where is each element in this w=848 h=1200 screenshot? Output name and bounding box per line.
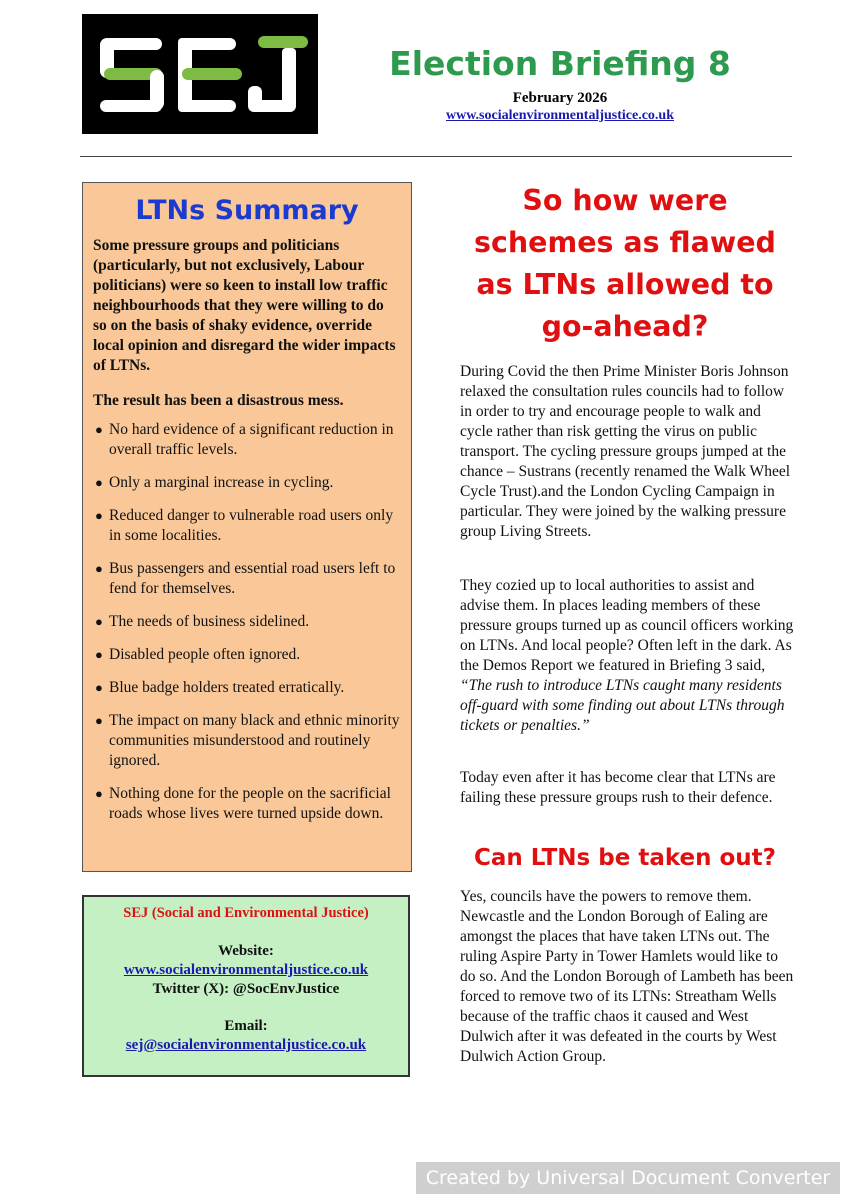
list-item: ● Blue badge holders treated erratically. <box>95 679 345 696</box>
bullet-icon: ● <box>95 561 103 576</box>
article-paragraph-1: During Covid the then Prime Minister Boris Johnson relaxed the consultation rules councils had to follow in order to try and encourage people to walk and cycle rather than risk getting the virus on public transport. The cycling pressure groups jumped at the chance – Sustrans (recently renamed the Walk Wheel Cycle Trust).and the London Cycling Campaign in particular. They were joined by the walking pressure group Living Streets. <box>460 363 791 540</box>
contact-org: SEJ (Social and Environmental Justice) <box>123 905 369 921</box>
header-divider <box>80 156 792 157</box>
summary-intro: Some pressure groups and politicians (particularly, but not exclusively, Labour politicians) were so keen to install low traffic neighbourhoods that they were willing to do so on the basis of shaky evidence, override local opinion and disregard the wider impacts of LTNs. <box>93 237 396 374</box>
bullet-icon: ● <box>95 786 103 801</box>
list-item: ● Bus passengers and essential road users left to fend for themselves. <box>95 560 396 597</box>
bullet-icon: ● <box>95 475 103 490</box>
list-item: ● Disabled people often ignored. <box>95 646 301 663</box>
email-label: Email: <box>224 1018 268 1034</box>
article-paragraph-3: Today even after it has become clear that LTNs are failing these pressure groups rush to their defence. <box>460 769 776 806</box>
bullet-icon: ● <box>95 508 103 523</box>
summary-result: The result has been a disastrous mess. <box>93 392 344 409</box>
sej-logo <box>82 14 318 134</box>
bullet-icon: ● <box>95 680 103 695</box>
bullet-icon: ● <box>95 647 103 662</box>
twitter-handle: Twitter (X): @SocEnvJustice <box>152 981 340 997</box>
summary-bullet-list <box>93 420 401 824</box>
bullet-icon: ● <box>95 422 103 437</box>
article-paragraph-2: They cozied up to local authorities to assist and advise them. In places leading members of these pressure groups turned up as council officers working on LTNs. And local people? Often left in the dark. As the Demos Report we featured in Briefing 3 said, “The rush to introduce LTNs caught many residents off-guard with some finding out about LTNs through tickets or penalties.” <box>460 577 794 734</box>
article-subheading: Can LTNs be taken out? <box>473 845 777 871</box>
sej-logo-graphic <box>82 14 318 134</box>
list-item: ● No hard evidence of a significant reduction in overall traffic levels. <box>95 421 394 458</box>
email-link[interactable]: sej@socialenvironmentaljustice.co.uk <box>125 1037 367 1053</box>
bullet-icon: ● <box>95 614 103 629</box>
contact-website-link[interactable]: www.socialenvironmentaljustice.co.uk <box>123 962 369 978</box>
list-item: ● The needs of business sidelined. <box>95 613 310 630</box>
briefing-title: Election Briefing 8 <box>389 44 731 83</box>
list-item: ● Only a marginal increase in cycling. <box>95 474 334 491</box>
briefing-date: February 2026 <box>512 90 608 106</box>
website-label: Website: <box>218 943 274 959</box>
article-paragraph-4: Yes, councils have the powers to remove them. Newcastle and the London Borough of Ealing are amongst the places that have taken LTNs out. The ruling Aspire Party in Tower Hamlets would like to do so. And the London Borough of Lambeth has been forced to remove two of its LTNs: Streatham Wells because of the traffic chaos it caused and West Dulwich after it was defeated in the courts by West Dulwich Action Group. <box>460 888 794 1065</box>
list-item: ● Reduced danger to vulnerable road users only in some localities. <box>95 507 394 544</box>
converter-watermark: Created by Universal Document Converter <box>416 1162 840 1194</box>
list-item: ● Nothing done for the people on the sacrificial roads whose lives were turned upside down. <box>95 785 391 822</box>
list-item: ● The impact on many black and ethnic minority communities misunderstood and routinely ignored. <box>95 712 400 769</box>
bullet-icon: ● <box>95 713 103 728</box>
website-link[interactable]: www.socialenvironmentaljustice.co.uk <box>445 108 674 123</box>
ltns-summary-box <box>82 182 412 872</box>
article-heading: So how were schemes as flawed as LTNs allowed to go-ahead? <box>474 184 776 343</box>
summary-heading: LTNs Summary <box>135 195 359 226</box>
demos-quote: “The rush to introduce LTNs caught many residents off-guard with some finding out about LTNs through tickets or penalties.” <box>460 677 785 734</box>
briefing-header <box>340 44 780 124</box>
contact-box <box>82 895 410 1077</box>
